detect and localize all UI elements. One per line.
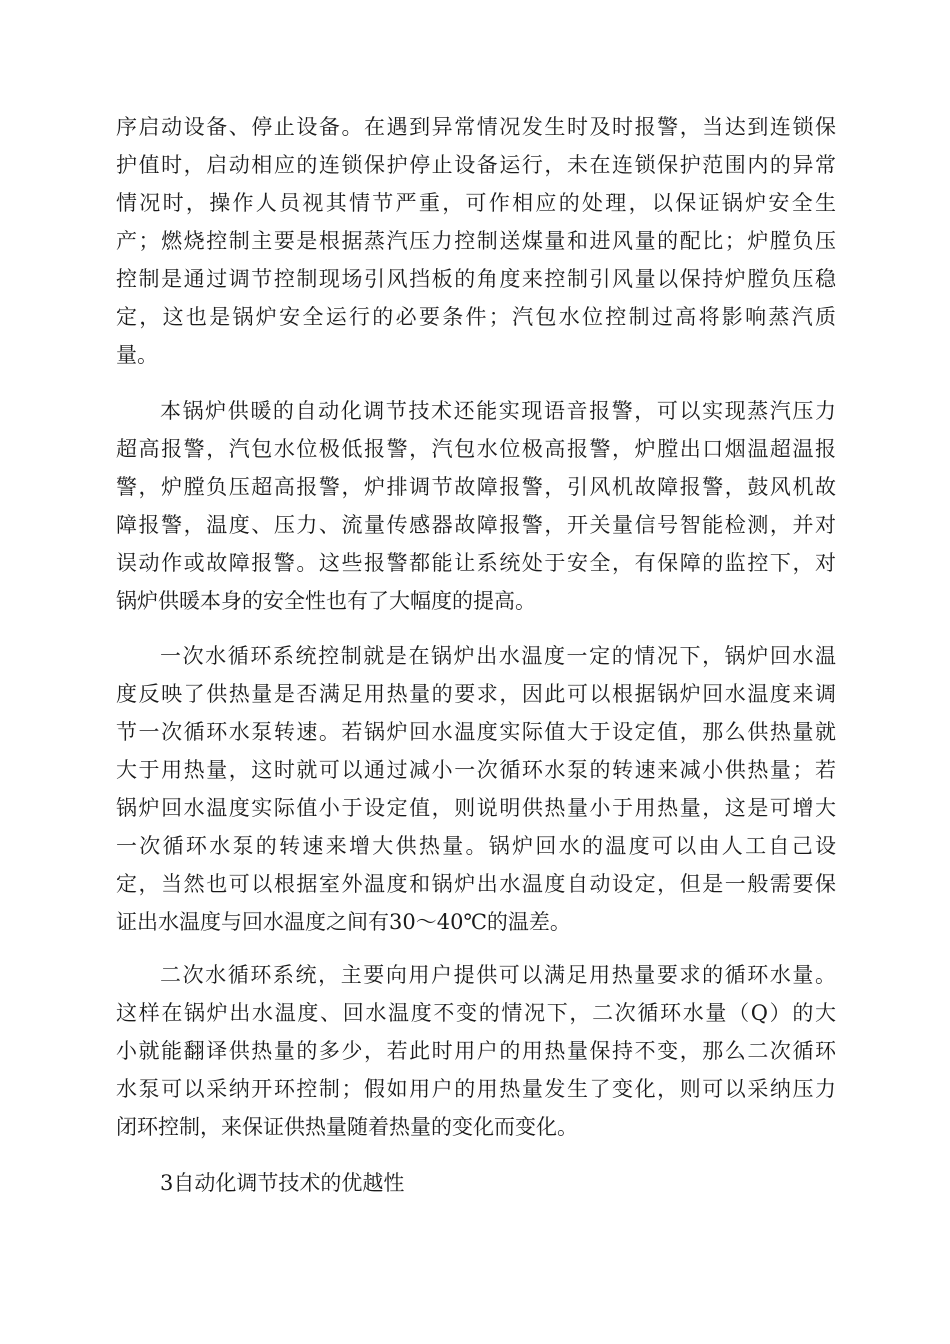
- text-line: 量。: [116, 343, 158, 367]
- text-line: 定，当然也可以根据室外温度和锅炉出水温度自动设定，但是一般需要保: [116, 872, 836, 896]
- paragraph-4: [116, 956, 836, 1146]
- text-line: 大于用热量，这时就可以通过减小一次循环水泵的转速来减小供热量；若: [116, 758, 836, 782]
- text-line: 一次水循环系统控制就是在锅炉出水温度一定的情况下，锅炉回水温: [160, 644, 836, 668]
- text-line: 锅炉回水温度实际值小于设定值，则说明供热量小于用热量，这是可增大: [116, 796, 836, 820]
- text-line: 定，这也是锅炉安全运行的必要条件；汽包水位控制过高将影响蒸汽质: [116, 305, 836, 329]
- text-line: 障报警，温度、压力、流量传感器故障报警，开关量信号智能检测，并对: [116, 513, 836, 537]
- text-line: 节一次循环水泵转速。若锅炉回水温度实际值大于设定值，那么供热量就: [116, 720, 836, 744]
- text-line: 闭环控制，来保证供热量随着热量的变化而变化。: [116, 1115, 578, 1139]
- text-line: 一次循环水泵的转速来增大供热量。锅炉回水的温度可以由人工自己设: [116, 834, 836, 858]
- paragraph-3: [116, 637, 836, 941]
- text-line: 二次水循环系统，主要向用户提供可以满足用热量要求的循环水量。: [160, 963, 836, 987]
- text-line: 本锅炉供暖的自动化调节技术还能实现语音报警，可以实现蒸汽压力: [160, 399, 836, 423]
- text-line: 警，炉膛负压超高报警，炉排调节故障报警，引风机故障报警，鼓风机故: [116, 475, 836, 499]
- text-line: 这样在锅炉出水温度、回水温度不变的情况下，二次循环水量（Q）的大: [116, 1001, 836, 1025]
- text-line: 护值时，启动相应的连锁保护停止设备运行，未在连锁保护范围内的异常: [116, 153, 836, 177]
- section-heading: 3自动化调节技术的优越性: [160, 1171, 405, 1195]
- text-line: 超高报警，汽包水位极低报警，汽包水位极高报警，炉膛出口烟温超温报: [116, 437, 836, 461]
- text-line: 序启动设备、停止设备。在遇到异常情况发生时及时报警，当达到连锁保: [116, 115, 836, 139]
- text-line: 证出水温度与回水温度之间有30～40℃的温差。: [116, 910, 571, 934]
- text-line: 情况时，操作人员视其情节严重，可作相应的处理，以保证锅炉安全生: [116, 191, 836, 215]
- paragraph-2: [116, 392, 836, 620]
- text-line: 控制是通过调节控制现场引风挡板的角度来控制引风量以保持炉膛负压稳: [116, 267, 836, 291]
- text-line: 小就能翻译供热量的多少，若此时用户的用热量保持不变，那么二次循环: [116, 1039, 836, 1063]
- text-line: 产；燃烧控制主要是根据蒸汽压力控制送煤量和进风量的配比；炉膛负压: [116, 229, 836, 253]
- paragraph-1: [116, 108, 836, 374]
- text-line: 锅炉供暖本身的安全性也有了大幅度的提高。: [116, 589, 536, 613]
- text-line: 度反映了供热量是否满足用热量的要求，因此可以根据锅炉回水温度来调: [116, 682, 836, 706]
- text-line: 误动作或故障报警。这些报警都能让系统处于安全，有保障的监控下，对: [116, 551, 836, 575]
- text-line: 水泵可以采纳开环控制；假如用户的用热量发生了变化，则可以采纳压力: [116, 1077, 836, 1101]
